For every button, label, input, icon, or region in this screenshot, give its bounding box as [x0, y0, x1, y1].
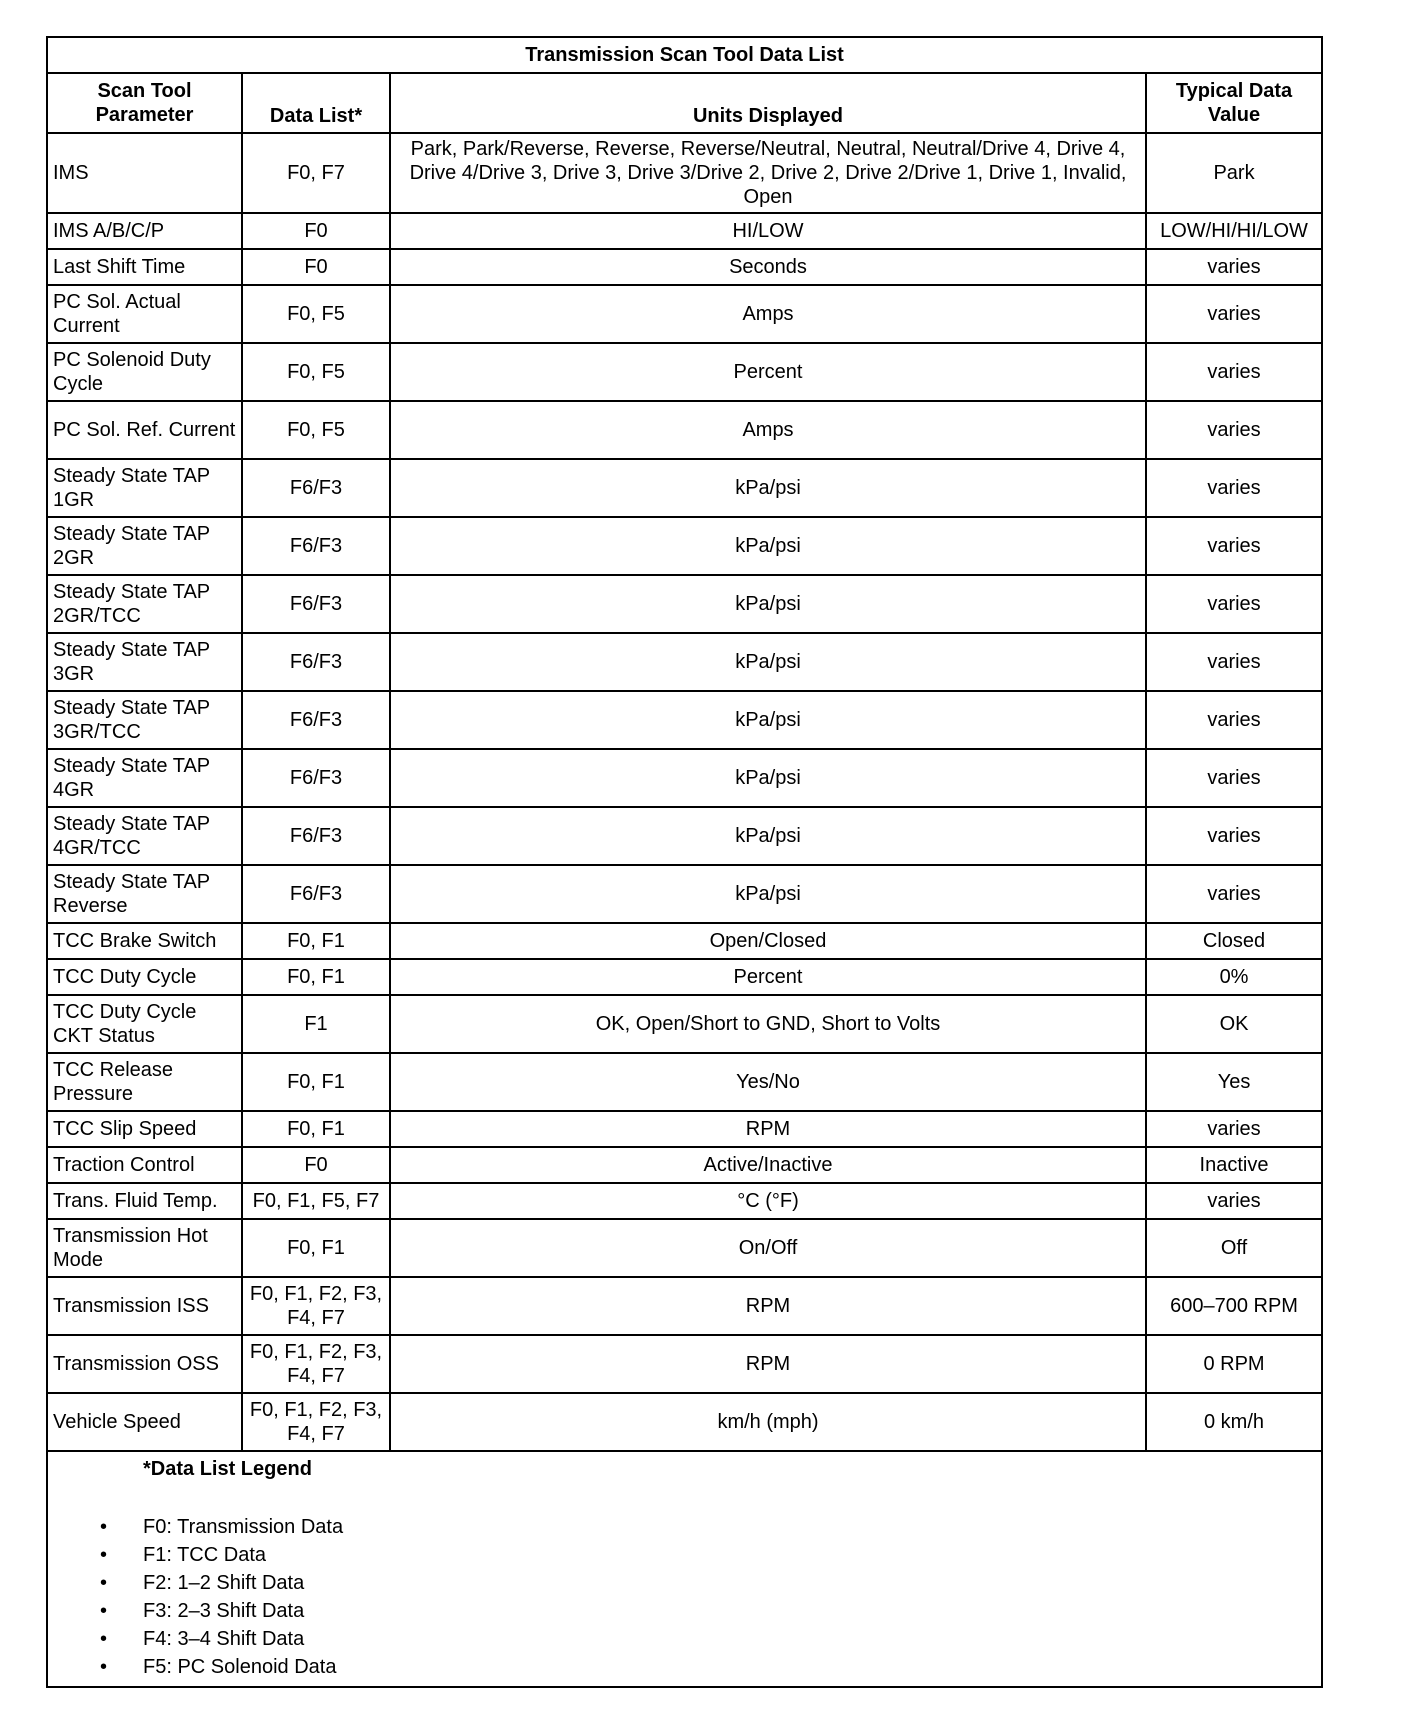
table-row: [47, 995, 1322, 1053]
value-cell: varies: [1146, 1183, 1322, 1219]
data-list-cell: F0: [242, 249, 390, 285]
data-list-cell: F0, F1: [242, 1053, 390, 1111]
data-list-cell: F0, F5: [242, 285, 390, 343]
header-units: Units Displayed: [390, 73, 1146, 133]
units-cell: On/Off: [390, 1219, 1146, 1277]
parameter-cell: Steady State TAP 1GR: [47, 459, 242, 517]
header-value: Typical Data Value: [1146, 73, 1322, 133]
parameter-cell: IMS A/B/C/P: [47, 213, 242, 249]
parameter-cell: TCC Duty Cycle: [47, 959, 242, 995]
data-list-cell: F0, F1, F5, F7: [242, 1183, 390, 1219]
table-row: [47, 133, 1322, 213]
data-list-cell: F1: [242, 995, 390, 1053]
data-list-cell: F0: [242, 213, 390, 249]
table-row: [47, 1147, 1322, 1183]
value-cell: varies: [1146, 575, 1322, 633]
legend-item: [53, 1625, 1316, 1653]
header-parameter: Scan Tool Parameter: [47, 73, 242, 133]
parameter-cell: Transmission Hot Mode: [47, 1219, 242, 1277]
legend-item-label: F0: Transmission Data: [143, 1516, 344, 1538]
value-cell: varies: [1146, 865, 1322, 923]
parameter-cell: Steady State TAP 4GR: [47, 749, 242, 807]
value-cell: varies: [1146, 459, 1322, 517]
table-row: [47, 1335, 1322, 1393]
parameter-cell: PC Solenoid Duty Cycle: [47, 343, 242, 401]
value-cell: varies: [1146, 517, 1322, 575]
value-cell: LOW/HI/HI/LOW: [1146, 213, 1322, 249]
bullet-icon: •: [100, 1628, 108, 1650]
value-cell: 0 km/h: [1146, 1393, 1322, 1451]
value-cell: 0 RPM: [1146, 1335, 1322, 1393]
data-list-cell: F6/F3: [242, 865, 390, 923]
units-cell: Amps: [390, 285, 1146, 343]
value-cell: varies: [1146, 749, 1322, 807]
table-row: [47, 865, 1322, 923]
units-cell: Seconds: [390, 249, 1146, 285]
value-cell: 0%: [1146, 959, 1322, 995]
parameter-cell: TCC Release Pressure: [47, 1053, 242, 1111]
units-cell: Amps: [390, 401, 1146, 459]
value-cell: Closed: [1146, 923, 1322, 959]
parameter-cell: Steady State TAP Reverse: [47, 865, 242, 923]
table-row: [47, 923, 1322, 959]
units-cell: kPa/psi: [390, 633, 1146, 691]
bullet-icon: •: [100, 1656, 108, 1678]
header-data-list: Data List*: [242, 73, 390, 133]
value-cell: varies: [1146, 249, 1322, 285]
parameter-cell: PC Sol. Actual Current: [47, 285, 242, 343]
data-list-cell: F0, F1, F2, F3, F4, F7: [242, 1335, 390, 1393]
table-row: [47, 213, 1322, 249]
legend-item: [53, 1541, 1316, 1569]
units-cell: kPa/psi: [390, 865, 1146, 923]
value-cell: Park: [1146, 133, 1322, 213]
parameter-cell: IMS: [47, 133, 242, 213]
units-cell: kPa/psi: [390, 749, 1146, 807]
table-row: [47, 285, 1322, 343]
scan-tool-data-table: [46, 36, 1323, 1688]
legend: [47, 1451, 1322, 1687]
value-cell: varies: [1146, 691, 1322, 749]
legend-item-label: F3: 2–3 Shift Data: [143, 1600, 305, 1622]
parameter-cell: Steady State TAP 3GR: [47, 633, 242, 691]
data-list-cell: F0, F1: [242, 1219, 390, 1277]
value-cell: Off: [1146, 1219, 1322, 1277]
units-cell: RPM: [390, 1111, 1146, 1147]
data-list-cell: F0, F1: [242, 959, 390, 995]
data-list-cell: F6/F3: [242, 459, 390, 517]
parameter-cell: TCC Slip Speed: [47, 1111, 242, 1147]
units-cell: Percent: [390, 959, 1146, 995]
units-cell: kPa/psi: [390, 575, 1146, 633]
parameter-cell: Traction Control: [47, 1147, 242, 1183]
legend-item-label: F2: 1–2 Shift Data: [143, 1572, 305, 1594]
data-list-cell: F6/F3: [242, 517, 390, 575]
table-row: [47, 633, 1322, 691]
parameter-cell: Steady State TAP 2GR: [47, 517, 242, 575]
units-cell: Percent: [390, 343, 1146, 401]
table-row: [47, 1393, 1322, 1451]
value-cell: Inactive: [1146, 1147, 1322, 1183]
units-cell: Open/Closed: [390, 923, 1146, 959]
table-title: Transmission Scan Tool Data List: [47, 37, 1322, 73]
legend-title: *Data List Legend: [143, 1458, 312, 1480]
data-list-cell: F6/F3: [242, 749, 390, 807]
units-cell: RPM: [390, 1277, 1146, 1335]
units-cell: OK, Open/Short to GND, Short to Volts: [390, 995, 1146, 1053]
legend-list: [53, 1513, 1316, 1681]
value-cell: varies: [1146, 807, 1322, 865]
data-list-cell: F6/F3: [242, 575, 390, 633]
bullet-icon: •: [100, 1544, 108, 1566]
units-cell: Park, Park/Reverse, Reverse, Reverse/Neutral, Neutral, Neutral/Drive 4, Drive 4, Drive 4/Drive 3, Drive 3, Drive 3/Drive 2, Drive 2, Drive 2/Drive 1, Drive 1, Invalid, Open: [390, 133, 1146, 213]
units-cell: km/h (mph): [390, 1393, 1146, 1451]
table-body: [47, 133, 1322, 1451]
document: [46, 36, 1321, 1688]
parameter-cell: Transmission OSS: [47, 1335, 242, 1393]
data-list-cell: F0, F1, F2, F3, F4, F7: [242, 1393, 390, 1451]
data-list-cell: F6/F3: [242, 633, 390, 691]
bullet-icon: •: [100, 1516, 108, 1538]
parameter-cell: Steady State TAP 4GR/TCC: [47, 807, 242, 865]
data-list-cell: F0, F1: [242, 1111, 390, 1147]
table-row: [47, 1111, 1322, 1147]
parameter-cell: Steady State TAP 3GR/TCC: [47, 691, 242, 749]
value-cell: OK: [1146, 995, 1322, 1053]
data-list-cell: F6/F3: [242, 807, 390, 865]
parameter-cell: Transmission ISS: [47, 1277, 242, 1335]
table-row: [47, 1219, 1322, 1277]
value-cell: varies: [1146, 401, 1322, 459]
table-row: [47, 749, 1322, 807]
value-cell: varies: [1146, 633, 1322, 691]
table-row: [47, 401, 1322, 459]
table-row: [47, 1183, 1322, 1219]
units-cell: HI/LOW: [390, 213, 1146, 249]
value-cell: varies: [1146, 343, 1322, 401]
value-cell: varies: [1146, 1111, 1322, 1147]
value-cell: 600–700 RPM: [1146, 1277, 1322, 1335]
data-list-cell: F0, F7: [242, 133, 390, 213]
table-row: [47, 459, 1322, 517]
parameter-cell: Trans. Fluid Temp.: [47, 1183, 242, 1219]
legend-item: [53, 1653, 1316, 1681]
table-row: [47, 807, 1322, 865]
legend-item-label: F1: TCC Data: [143, 1544, 266, 1566]
data-list-cell: F0, F5: [242, 401, 390, 459]
data-list-cell: F0: [242, 1147, 390, 1183]
data-list-cell: F0, F1, F2, F3, F4, F7: [242, 1277, 390, 1335]
units-cell: Yes/No: [390, 1053, 1146, 1111]
table-row: [47, 575, 1322, 633]
legend-row: [47, 1451, 1322, 1687]
units-cell: Active/Inactive: [390, 1147, 1146, 1183]
parameter-cell: Vehicle Speed: [47, 1393, 242, 1451]
units-cell: kPa/psi: [390, 517, 1146, 575]
legend-item-label: F4: 3–4 Shift Data: [143, 1628, 305, 1650]
units-cell: kPa/psi: [390, 691, 1146, 749]
parameter-cell: Last Shift Time: [47, 249, 242, 285]
table-row: [47, 249, 1322, 285]
table-row: [47, 343, 1322, 401]
value-cell: varies: [1146, 285, 1322, 343]
units-cell: RPM: [390, 1335, 1146, 1393]
data-list-cell: F0, F1: [242, 923, 390, 959]
title-row: [47, 37, 1322, 73]
header-row: [47, 73, 1322, 133]
data-list-cell: F0, F5: [242, 343, 390, 401]
legend-item-label: F5: PC Solenoid Data: [143, 1656, 337, 1678]
value-cell: Yes: [1146, 1053, 1322, 1111]
data-list-cell: F6/F3: [242, 691, 390, 749]
table-row: [47, 959, 1322, 995]
parameter-cell: TCC Duty Cycle CKT Status: [47, 995, 242, 1053]
parameter-cell: TCC Brake Switch: [47, 923, 242, 959]
table-row: [47, 1053, 1322, 1111]
bullet-icon: •: [100, 1600, 108, 1622]
legend-item: [53, 1597, 1316, 1625]
table-row: [47, 517, 1322, 575]
table-row: [47, 1277, 1322, 1335]
parameter-cell: PC Sol. Ref. Current: [47, 401, 242, 459]
units-cell: kPa/psi: [390, 459, 1146, 517]
parameter-cell: Steady State TAP 2GR/TCC: [47, 575, 242, 633]
legend-item: [53, 1569, 1316, 1597]
legend-item: [53, 1513, 1316, 1541]
table-row: [47, 691, 1322, 749]
bullet-icon: •: [100, 1572, 108, 1594]
units-cell: kPa/psi: [390, 807, 1146, 865]
units-cell: °C (°F): [390, 1183, 1146, 1219]
